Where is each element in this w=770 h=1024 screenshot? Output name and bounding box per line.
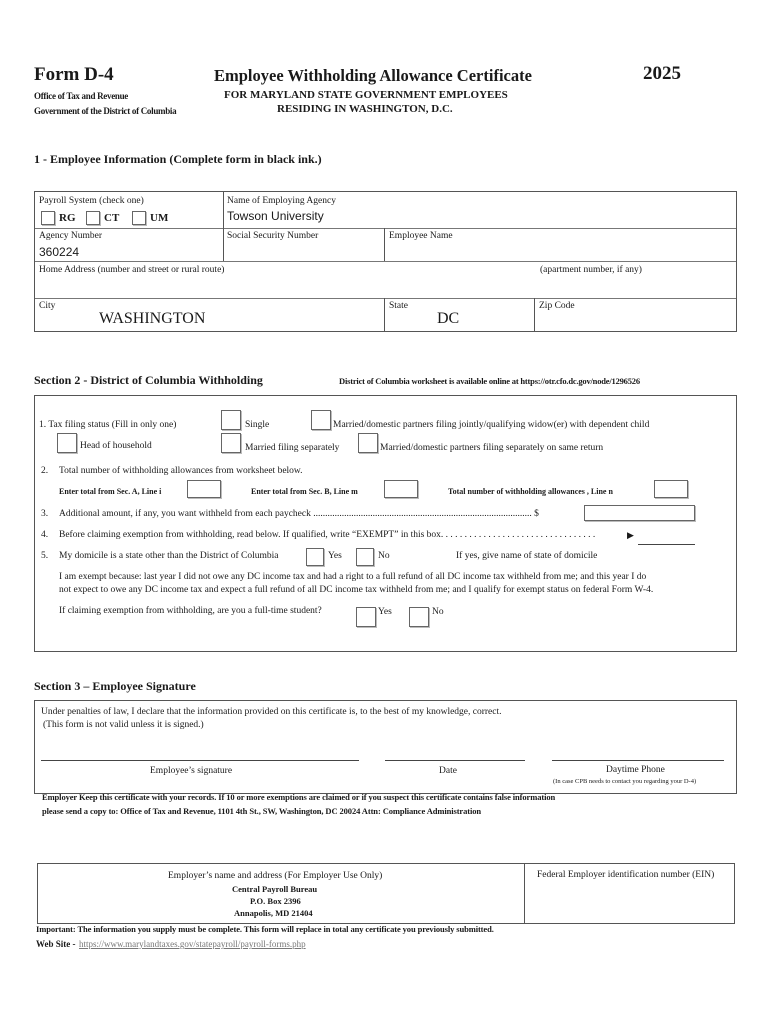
employer-address-2: P.O. Box 2396 (250, 896, 301, 906)
fein-label: Federal Employer identification number (EIN) (537, 870, 715, 880)
form-subtitle-1: FOR MARYLAND STATE GOVERNMENT EMPLOYEES (224, 89, 508, 101)
um-checkbox[interactable] (132, 211, 146, 225)
employer-keep-note-2: please send a copy to: Office of Tax and Revenue, 1101 4th St., SW, Washington, DC 20024 Attn: Compliance Administration (42, 806, 482, 816)
date-label: Date (439, 766, 457, 776)
state-label: State (389, 301, 408, 311)
mfj-label: Married/domestic partners filing jointly/qualifying widow(er) with dependent child (333, 420, 650, 430)
q4-text: Before claiming exemption from withholding, read below. If qualified, write “EXEMPT” in this box. . . . . . . . . . . . . . . . . . . . . . . . . . . . . . . . . (59, 530, 596, 540)
payroll-system-label: Payroll System (check one) (39, 196, 144, 206)
zip-label: Zip Code (539, 301, 575, 311)
q2-number: 2. (41, 466, 49, 476)
employer-address-3: Annapolis, MD 21404 (234, 908, 313, 918)
domicile-yes-checkbox[interactable] (306, 548, 324, 566)
important-note: Important: The information you supply must be complete. This form will replace in total any certificate you previously submitted. (36, 924, 494, 934)
employer-box (37, 863, 735, 924)
mfs-same-return-label: Married/domestic partners filing separately on same return (380, 443, 604, 453)
validity-note: (This form is not valid unless it is signed.) (43, 720, 204, 730)
home-address-label: Home Address (number and street or rural route) (39, 265, 225, 275)
ct-checkbox[interactable] (86, 211, 100, 225)
q3-number: 3. (41, 509, 49, 519)
exempt-input[interactable] (638, 544, 695, 545)
domicile-yes-label: Yes (328, 551, 342, 561)
hoh-checkbox[interactable] (57, 433, 77, 453)
additional-amount-input[interactable] (584, 505, 695, 521)
mfj-checkbox[interactable] (311, 410, 331, 430)
phone-line[interactable] (552, 760, 724, 761)
sec-a-label: Enter total from Sec. A, Line i (59, 487, 162, 496)
phone-label: Daytime Phone (606, 765, 665, 775)
student-yes-checkbox[interactable] (356, 607, 376, 627)
section3-heading: Section 3 – Employee Signature (34, 679, 196, 693)
domicile-no-label: No (378, 551, 390, 561)
q4-number: 4. (41, 530, 49, 540)
agency-name-field[interactable]: Towson University (227, 209, 324, 223)
domicile-no-checkbox[interactable] (356, 548, 374, 566)
employer-keep-note-1: Employer Keep this certificate with your records. If 10 or more exemptions are claimed or if you suspect this certificate contains false information (42, 792, 556, 802)
office-name: Office of Tax and Revenue (34, 91, 129, 101)
form-title: Employee Withholding Allowance Certificate (214, 66, 532, 85)
sec-b-label: Enter total from Sec. B, Line m (251, 487, 358, 496)
employee-name-label: Employee Name (389, 231, 453, 241)
date-line[interactable] (385, 760, 525, 761)
ct-label: CT (104, 212, 120, 224)
agency-number-label: Agency Number (39, 231, 103, 241)
tax-year: 2025 (643, 63, 681, 84)
sec-b-input[interactable] (384, 480, 418, 498)
student-question: If claiming exemption from withholding, are you a full-time student? (59, 606, 322, 616)
mfs-label: Married filing separately (245, 443, 340, 453)
single-checkbox[interactable] (221, 410, 241, 430)
state-field[interactable]: DC (437, 310, 460, 327)
q5-text: My domicile is a state other than the District of Columbia (59, 551, 279, 561)
signature-box (34, 700, 737, 794)
apartment-label: (apartment number, if any) (540, 265, 642, 275)
city-label: City (39, 301, 56, 311)
form-id: Form D-4 (34, 64, 114, 85)
student-yes-label: Yes (378, 607, 392, 617)
exempt-statement-1: I am exempt because: last year I did not owe any DC income tax and had a right to a full refund of all DC income tax withheld from me; and this year I do (59, 572, 647, 582)
domicile-state-label: If yes, give name of state of domicile (456, 551, 598, 561)
student-no-label: No (432, 607, 444, 617)
section1-heading: 1 - Employee Information (Complete form in black ink.) (34, 152, 322, 166)
um-label: UM (150, 212, 169, 224)
section2-heading: Section 2 - District of Columbia Withholding (34, 373, 263, 387)
agency-number-field[interactable]: 360224 (39, 245, 80, 259)
government-name: Government of the District of Columbia (34, 106, 177, 116)
worksheet-note: District of Columbia worksheet is available online at https://otr.cfo.dc.gov/node/1296526 (339, 376, 640, 386)
mfs-same-return-checkbox[interactable] (358, 433, 378, 453)
employer-name-label: Employer’s name and address (For Employer Use Only) (168, 871, 383, 881)
filing-status-label: 1. Tax filing status (Fill in only one) (39, 420, 177, 430)
q2-text: Total number of withholding allowances from worksheet below. (59, 466, 303, 476)
student-no-checkbox[interactable] (409, 607, 429, 627)
single-label: Single (245, 420, 270, 430)
perjury-statement: Under penalties of law, I declare that the information provided on this certificate is, to the best of my knowledge, correct. (41, 707, 502, 717)
employee-info-table (34, 191, 737, 332)
total-allowances-label: Total number of withholding allowances , Line n (448, 487, 613, 496)
total-allowances-input[interactable] (654, 480, 688, 498)
signature-label: Employee’s signature (150, 766, 233, 776)
q3-text: Additional amount, if any, you want withheld from each paycheck ............................................................................................ $ (59, 509, 539, 519)
exempt-statement-2: not expect to owe any DC income tax and expect a full refund of all DC income tax withheld from me; and I qualify for exempt status on federal Form W-4. (59, 585, 654, 595)
form-subtitle-2: RESIDING IN WASHINGTON, D.C. (277, 103, 453, 115)
rg-label: RG (59, 212, 76, 224)
agency-name-label: Name of Employing Agency (227, 196, 336, 206)
ssn-label: Social Security Number (227, 231, 319, 241)
sec-a-input[interactable] (187, 480, 221, 498)
mfs-checkbox[interactable] (221, 433, 241, 453)
city-field[interactable]: WASHINGTON (99, 310, 206, 327)
employer-address-1: Central Payroll Bureau (232, 884, 318, 894)
website-label: Web Site - (36, 939, 76, 949)
q5-number: 5. (41, 551, 49, 561)
signature-line[interactable] (41, 760, 359, 761)
hoh-label: Head of household (80, 441, 152, 451)
rg-checkbox[interactable] (41, 211, 55, 225)
website-link[interactable]: https://www.marylandtaxes.gov/statepayroll/payroll-forms.php (79, 939, 306, 949)
withholding-box (34, 395, 737, 652)
arrow-right-icon: ▶ (627, 530, 634, 540)
phone-note: (In case CPB needs to contact you regarding your D-4) (553, 778, 697, 785)
